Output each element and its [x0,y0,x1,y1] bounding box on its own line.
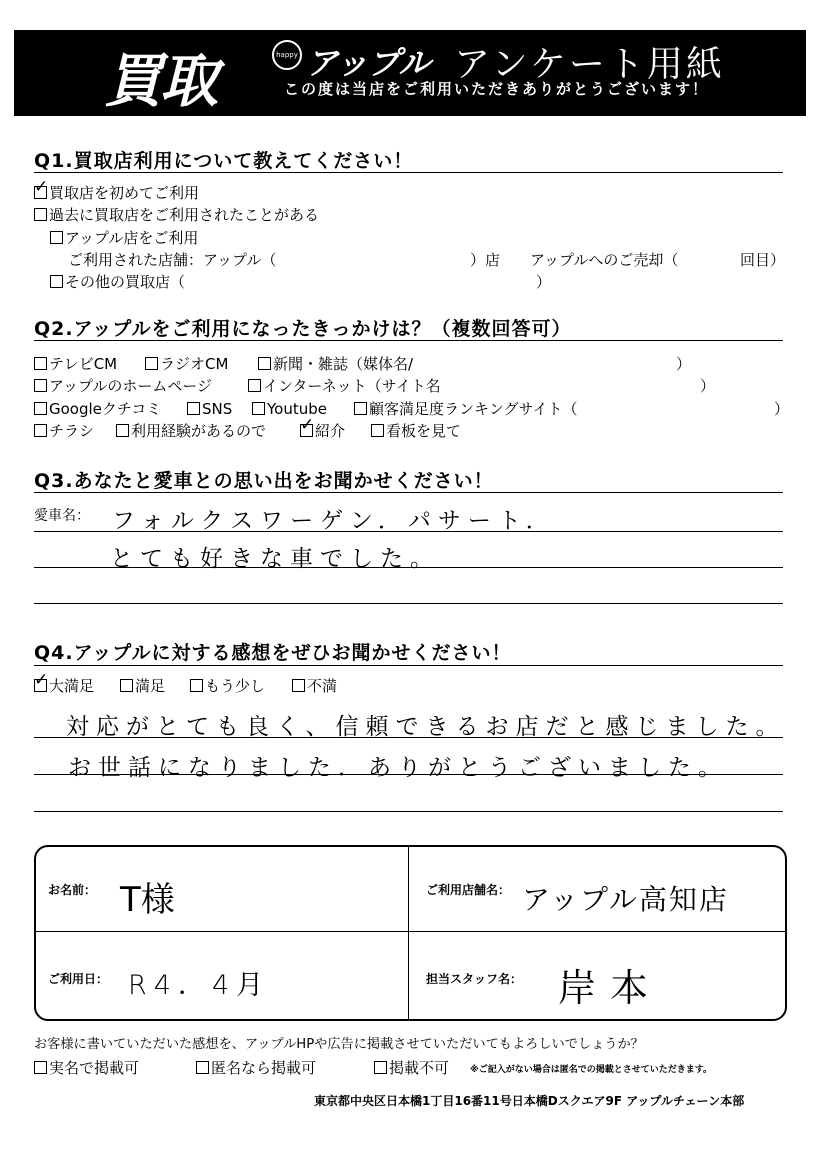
q2-opt-experience[interactable]: 利用経験があるので [116,422,266,440]
checkbox-icon[interactable] [145,357,158,370]
q1-store-label: ご利用された店舗：アップル（ [68,251,277,269]
q2-news-close: ） [676,355,692,373]
checkbox-icon[interactable] [34,357,47,370]
q4-opt-more[interactable]: もう少し [190,677,265,695]
q2-opt-news[interactable]: 新聞・雑誌（媒体名/ [258,355,413,373]
q1-opt-first[interactable]: ✓買取店を初めてご利用 [34,184,199,202]
name-label: お名前： [48,883,97,897]
q2-opt-referral[interactable]: ✓ 紹介 [300,422,345,440]
answer-line [34,811,783,812]
footer-address: 東京都中央区日本橋1丁目16番11号日本橋Dスクエア9F アップルチェーン本部 [314,1094,745,1108]
q4-answer-line1[interactable]: 対応がとても良く、信頼できるお店だと感じました。 [66,714,786,740]
checkbox-icon[interactable] [116,424,129,437]
date-label: ご利用日： [48,972,109,986]
form-title: アンケート用紙 [454,44,725,85]
checkbox-icon[interactable] [34,1061,47,1074]
q4-opt-satisfied[interactable]: 満足 [120,677,165,695]
q3-answer-line1[interactable]: フォルクスワーゲン．パサート． [112,508,556,534]
q2-opt-tv[interactable]: テレビCM [34,355,117,373]
q3-car-label: 愛車名： [34,508,90,524]
checkbox-icon[interactable] [196,1061,209,1074]
q1-other-suffix: ） [536,273,552,291]
q2-title: Q2.アップルをご利用になったきっかけは？（複数回答可） [34,318,572,340]
store-value[interactable]: アップル高知店 [522,883,729,916]
q2-opt-sns[interactable]: SNS [187,400,232,418]
checkbox-icon[interactable] [34,402,47,415]
checkbox-icon[interactable] [120,679,133,692]
checkbox-icon[interactable] [252,402,265,415]
q4-rule [34,665,783,666]
answer-line [34,737,783,738]
checkbox-checked-icon[interactable] [300,424,313,437]
q4-answer-line2[interactable]: お世話になりました．ありがとうございました。 [68,755,728,781]
consent-real-name[interactable]: 実名で掲載可 [34,1059,139,1077]
header-banner [14,30,806,116]
q2-ranking-close: ） [774,400,790,418]
checkbox-icon[interactable] [187,402,200,415]
answer-line [34,567,783,568]
q1-opt-other[interactable]: その他の買取店（ [50,273,185,291]
checkbox-icon[interactable] [374,1061,387,1074]
staff-label: 担当スタッフ名： [426,972,523,986]
checkbox-icon[interactable] [354,402,367,415]
form-subtitle: この度は当店をご利用いただきありがとうございます！ [284,80,710,98]
checkbox-icon[interactable] [34,424,47,437]
checkbox-icon[interactable] [292,679,305,692]
q4-opt-very[interactable]: ✓大満足 [34,677,94,695]
q1-opt-apple[interactable]: アップル店をご利用 [50,229,198,247]
checkbox-icon[interactable] [50,275,63,288]
q1-rule [34,172,783,173]
q2-opt-signboard[interactable]: 看板を見て [371,422,461,440]
info-box-divider [34,931,785,932]
q2-opt-internet[interactable]: インターネット（サイト名 [248,377,441,395]
q2-opt-google[interactable]: Googleクチコミ [34,400,161,418]
consent-not-allowed[interactable]: 掲載不可 [374,1059,449,1077]
q2-opt-radio[interactable]: ラジオCM [145,355,228,373]
q1-sell-suffix: 回目） [740,251,786,269]
checkbox-icon[interactable] [190,679,203,692]
q2-opt-flyer[interactable]: チラシ [34,422,94,440]
q2-opt-youtube[interactable]: Youtube [252,400,327,418]
q3-answer-line2[interactable]: とても好きな車でした。 [110,546,440,572]
checkbox-checked-icon[interactable] [34,186,47,199]
name-value[interactable]: T様 [120,880,175,920]
q1-opt-past[interactable]: 過去に買取店をご利用されたことがある [34,206,319,224]
answer-line [34,603,783,604]
checkbox-icon[interactable] [34,379,47,392]
answer-line [34,531,783,532]
checkbox-icon[interactable] [258,357,271,370]
q1-store-suffix: ）店 [470,251,501,269]
checkbox-icon[interactable] [50,231,63,244]
info-box-divider [408,845,409,1019]
happy-badge-icon: happy [272,40,302,70]
consent-anonymous[interactable]: 匿名なら掲載可 [196,1059,316,1077]
consent-note: ※ご記入がない場合は匿名での掲載とさせていただきます。 [470,1065,713,1075]
q3-rule [34,492,783,493]
q4-title: Q4.アップルに対する感想をぜひお聞かせください！ [34,642,512,664]
checkbox-icon[interactable] [34,208,47,221]
store-label: ご利用店舗名： [426,883,511,897]
checkbox-checked-icon[interactable] [34,679,47,692]
staff-value[interactable]: 岸本 [558,966,663,1010]
q2-internet-close: ） [700,377,716,395]
q4-opt-unsatisfied[interactable]: 不満 [292,677,337,695]
consent-question: お客様に書いていただいた感想を、アップルHPや広告に掲載させていただいてもよろしいでしょうか？ [34,1037,644,1052]
q3-title: Q3.あなたと愛車との思い出をお聞かせください！ [34,470,494,492]
brand-logo: アップル [306,44,431,82]
q2-rule [34,340,783,341]
checkbox-icon[interactable] [248,379,261,392]
q2-opt-ranking[interactable]: 顧客満足度ランキングサイト（ [354,400,578,418]
q2-opt-homepage[interactable]: アップルのホームページ [34,377,212,395]
kaitori-logo: 買取 [104,47,217,115]
q1-title: Q1.買取店利用について教えてください！ [34,150,414,172]
q1-sell-label: アップルへのご売却（ [530,251,679,269]
checkbox-icon[interactable] [371,424,384,437]
date-value[interactable]: R4．4月 [128,970,271,1001]
answer-line [34,774,783,775]
